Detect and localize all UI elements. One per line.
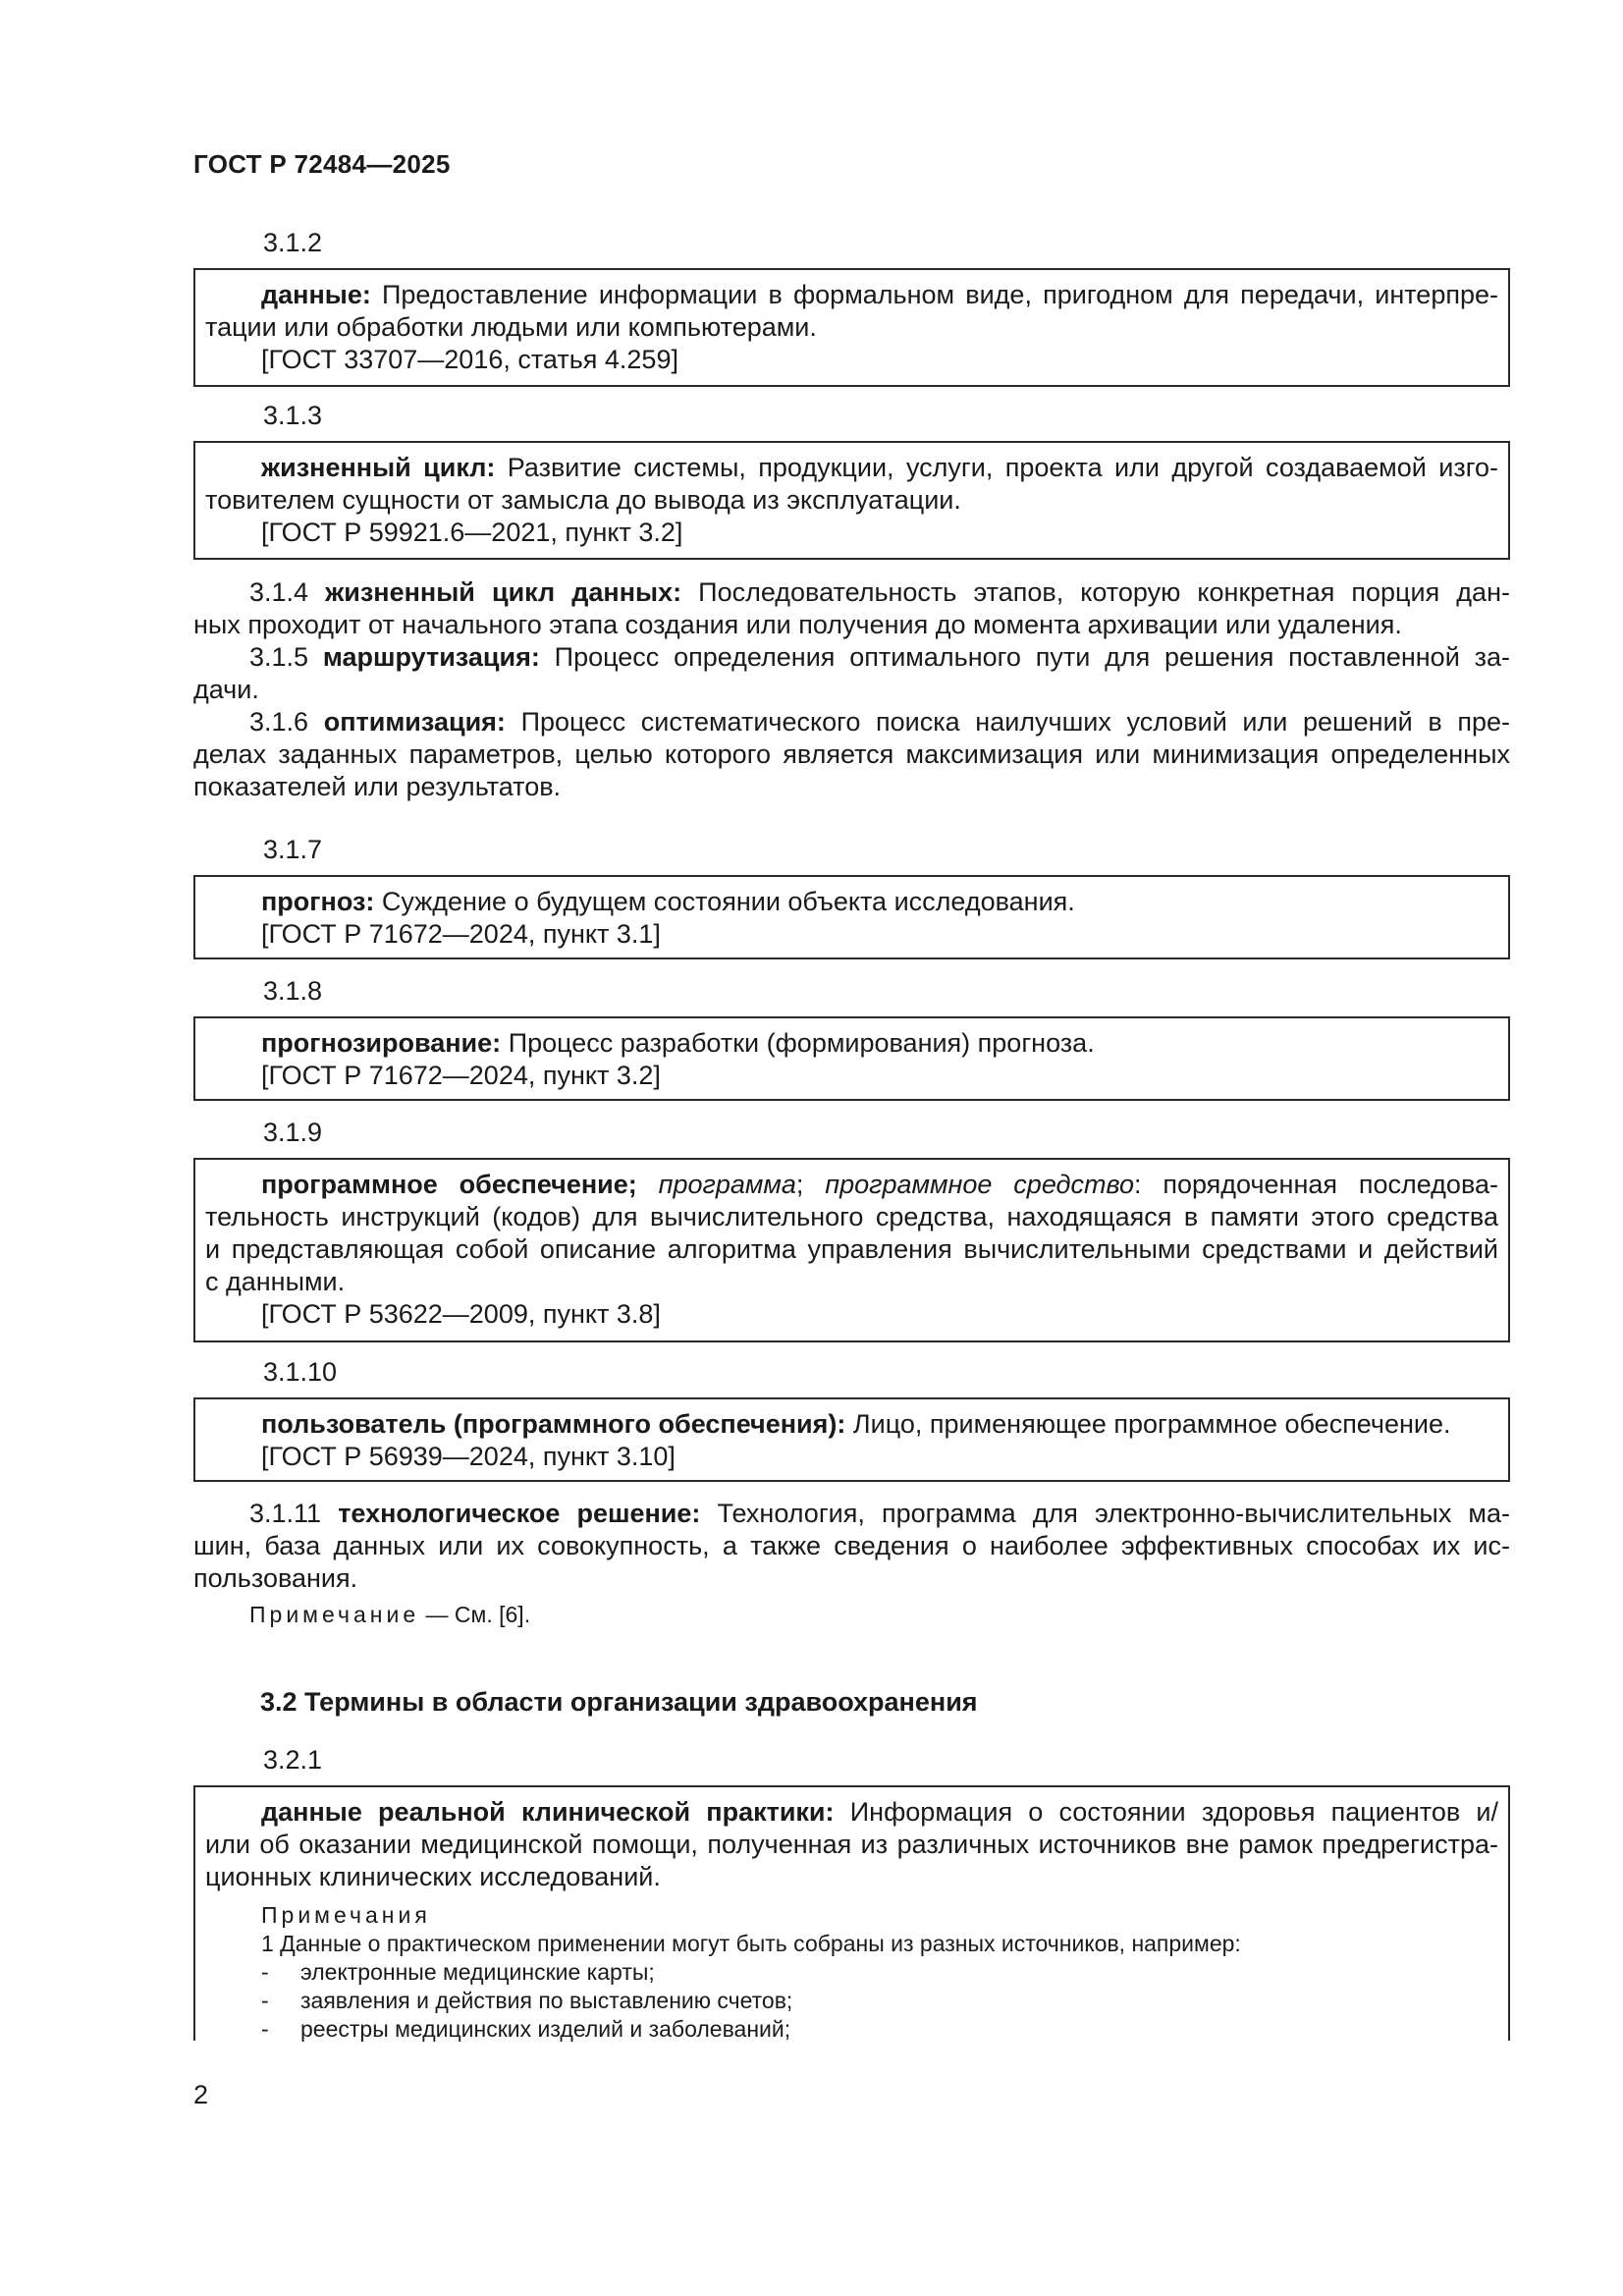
- term-line: [205, 886, 1498, 918]
- term-number: 3.1.6: [249, 707, 309, 737]
- term-name: жизненный цикл:: [261, 453, 496, 482]
- term-reference: [ГОСТ Р 71672—2024, пункт 3.2]: [261, 1061, 661, 1090]
- term-number: 3.1.9: [263, 1118, 323, 1147]
- term-text: Последовательность этапов, которую конкретная порция дан-: [698, 577, 1510, 607]
- section-heading: 3.2 Термины в области организации здравоохранения: [260, 1687, 978, 1717]
- term-synonym: программное средство: [825, 1170, 1134, 1199]
- list-item: [205, 1958, 1498, 1987]
- term-line: [205, 1796, 1498, 1829]
- term-name: пользователь (программного обеспечения):: [261, 1409, 846, 1439]
- term-line: шин, база данных или их совокупность, а также сведения о наиболее эффективных способах их ис-: [193, 1531, 1510, 1560]
- term-line: ционных клинических исследований.: [205, 1862, 661, 1891]
- term-name: оптимизация:: [323, 707, 506, 737]
- term-line: ных проходит от начального этапа создания или получения до момента архивации или удаления.: [193, 610, 1402, 639]
- term-reference: [ГОСТ 33707—2016, статья 4.259]: [261, 345, 678, 374]
- term-line: [205, 279, 1498, 311]
- term-text: Лицо, применяющее программное обеспечение.: [852, 1409, 1451, 1439]
- term-line: товителем сущности от замысла до вывода из эксплуатации.: [205, 485, 961, 515]
- term-box-3-1-9: [193, 1158, 1510, 1342]
- term-name: прогнозирование:: [261, 1028, 502, 1058]
- term-text: Процесс разработки (формирования) прогноза.: [508, 1028, 1095, 1058]
- list-text: заявления и действия по выставлению счетов;: [300, 1988, 793, 2013]
- term-synonym: программа: [658, 1170, 796, 1199]
- term-number: 3.1.4: [249, 577, 309, 607]
- term-line: пользования.: [193, 1563, 358, 1593]
- list-item: [205, 1987, 1498, 2015]
- page-number: 2: [193, 2080, 209, 2109]
- document-header: ГОСТ Р 72484—2025: [193, 149, 451, 179]
- notes-block: [205, 1901, 1498, 2044]
- term-box-3-2-1: [193, 1785, 1510, 2041]
- term-line: [193, 1498, 1510, 1530]
- term-box-3-1-7: [193, 875, 1510, 959]
- term-line: показателей или результатов.: [193, 772, 562, 801]
- term-3-1-11: [193, 1498, 1510, 1595]
- term-number: 3.2.1: [263, 1745, 323, 1775]
- term-box-3-1-8: [193, 1016, 1510, 1101]
- term-line: [193, 706, 1510, 738]
- term-reference: [ГОСТ Р 56939—2024, пункт 3.10]: [261, 1442, 676, 1471]
- term-box-3-1-2: [193, 268, 1510, 387]
- term-name: прогноз:: [261, 887, 375, 916]
- term-box-3-1-10: [193, 1397, 1510, 1482]
- term-reference: [ГОСТ Р 53622—2009, пункт 3.8]: [261, 1299, 661, 1329]
- list-dash: -: [261, 1988, 269, 2013]
- term-number: 3.1.3: [263, 401, 323, 430]
- term-line: или об оказании медицинской помощи, полученная из различных источников вне рамок предрегистра-: [205, 1830, 1498, 1859]
- term-number: 3.1.8: [263, 976, 323, 1006]
- note-text: — См. [6].: [419, 1602, 531, 1627]
- term-text: Суждение о будущем состоянии объекта исследования.: [381, 887, 1075, 916]
- term-line: [205, 1408, 1498, 1441]
- term-line: дачи.: [193, 675, 259, 704]
- term-box-3-1-3: [193, 441, 1510, 560]
- term-text: Информация о состоянии здоровья пациентов и/: [849, 1797, 1498, 1827]
- term-text: Процесс систематического поиска наилучших условий или решений в пре-: [520, 707, 1510, 737]
- term-line: [205, 1169, 1498, 1201]
- terms-free-block: [193, 576, 1510, 803]
- list-dash: -: [261, 2016, 269, 2042]
- term-line: [205, 1027, 1498, 1060]
- term-number: 3.1.11: [249, 1499, 322, 1528]
- term-number: 3.1.10: [263, 1357, 338, 1387]
- term-name: данные:: [261, 280, 371, 309]
- note-label: Примечание: [249, 1602, 420, 1627]
- term-line: [193, 641, 1510, 674]
- term-reference: [ГОСТ Р 71672—2024, пункт 3.1]: [261, 919, 661, 949]
- term-reference: [ГОСТ Р 59921.6—2021, пункт 3.2]: [261, 518, 683, 547]
- notes-label: Примечания: [261, 1902, 431, 1928]
- term-text: : порядоченная последова-: [1133, 1170, 1498, 1199]
- term-text: Предоставление информации в формальном виде, пригодном для передачи, интерпре-: [382, 280, 1498, 309]
- term-number: 3.1.5: [249, 642, 309, 672]
- term-line: [205, 452, 1498, 484]
- term-name: жизненный цикл данных:: [325, 577, 682, 607]
- term-name: маршрутизация:: [322, 642, 540, 672]
- list-dash: -: [261, 1959, 269, 1985]
- term-line: и представляющая собой описание алгоритма управления вычислительными средствами и действий: [205, 1234, 1498, 1264]
- list-item: [205, 2015, 1498, 2044]
- term-separator: ;: [795, 1170, 804, 1199]
- note-item: 1 Данные о практическом применении могут быть собраны из разных источников, например:: [261, 1931, 1241, 1956]
- term-line: с данными.: [205, 1267, 346, 1296]
- list-text: реестры медицинских изделий и заболеваний;: [300, 2016, 791, 2042]
- term-text: Развитие системы, продукции, услуги, проекта или другой создаваемой изго-: [507, 453, 1498, 482]
- term-text: Технология, программа для электронно-вычислительных ма-: [717, 1499, 1510, 1528]
- term-line: тации или обработки людьми или компьютерами.: [205, 312, 817, 342]
- term-number: 3.1.2: [263, 228, 323, 257]
- note-line: [193, 1601, 1510, 1629]
- term-line: [193, 576, 1510, 609]
- term-name: технологическое решение:: [338, 1499, 701, 1528]
- term-line: делах заданных параметров, целью которого является максимизация или минимизация определенных: [193, 739, 1510, 769]
- term-name: программное обеспечение;: [261, 1170, 637, 1199]
- term-name: данные реальной клинической практики:: [261, 1797, 835, 1827]
- term-text: Процесс определения оптимального пути для решения поставленной за-: [554, 642, 1510, 672]
- term-line: тельность инструкций (кодов) для вычислительного средства, находящаяся в памяти этого средства: [205, 1202, 1498, 1231]
- term-number: 3.1.7: [263, 835, 323, 864]
- term-note: [193, 1601, 1510, 1629]
- list-text: электронные медицинские карты;: [300, 1959, 655, 1985]
